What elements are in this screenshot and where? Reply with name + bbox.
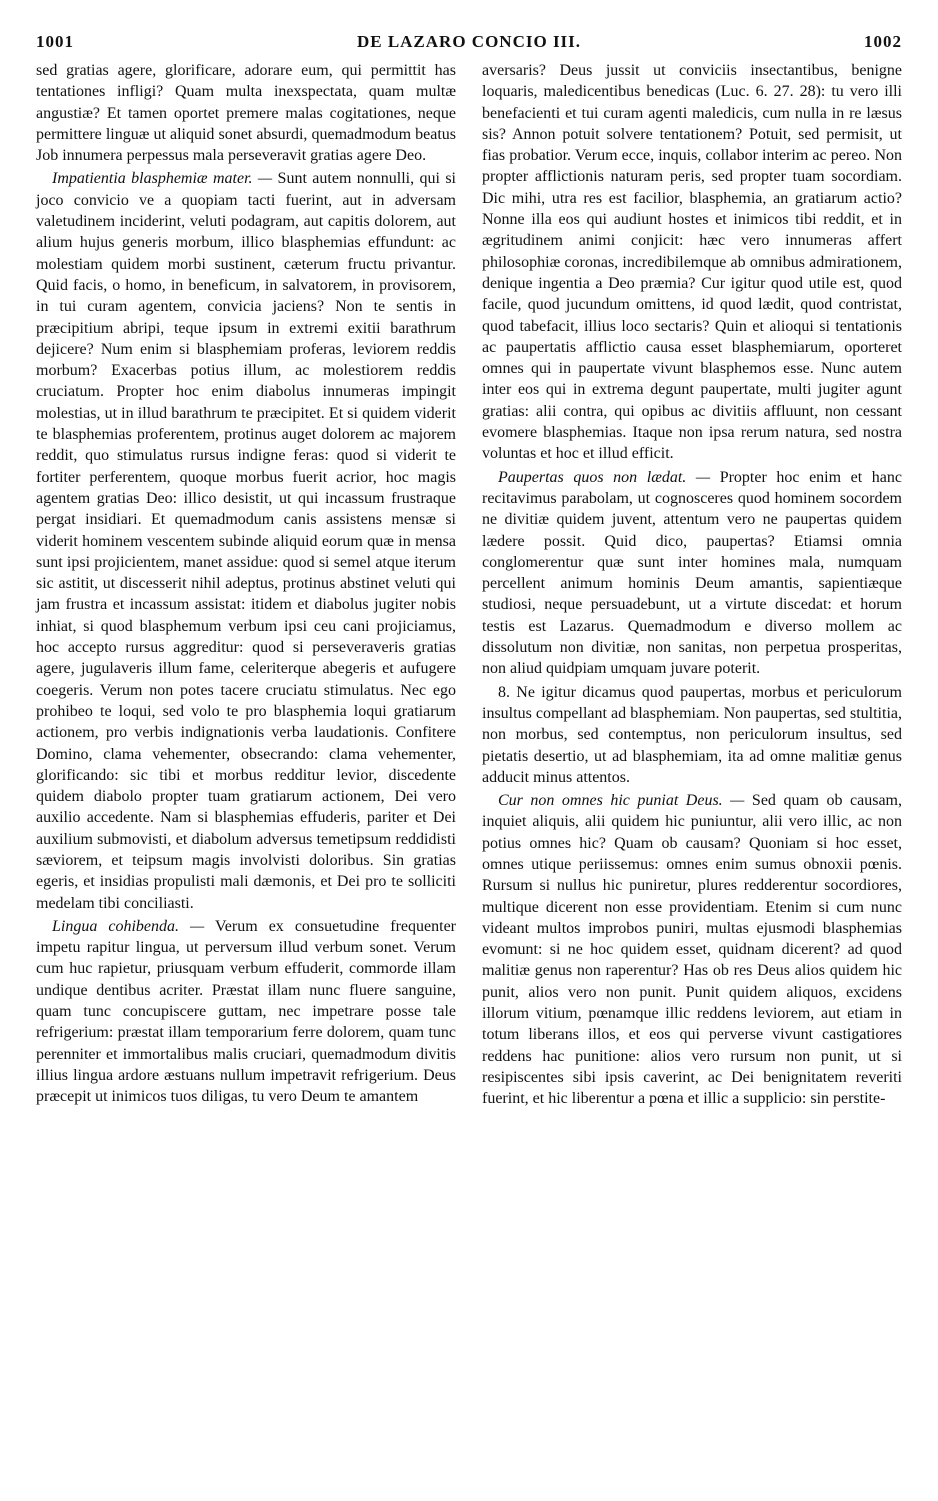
running-title: DE LAZARO CONCIO III. — [356, 32, 582, 51]
paragraph-text: 8. Ne igitur dicamus quod paupertas, morbus et periculorum insultus compellant ad blasphemiam. Non paupertas, sed stultitia, non morbus, sed contemptus, non periculorum insultus, sed pietatis desertio, ut ad blasphemiam, ita ad omne malitiæ genus adducit minus attentos. — [482, 683, 902, 786]
paragraph-text: sed gratias agere, glorificare, adorare eum, qui permittit has tentationes infligi? Quam multa inexspectata, quam multæ angustiæ? Et tamen oportet premere malas cogitationes, neque permittere linguæ ut aliquid sonet absurdi, quemadmodum beatus Job innumera perpessus mala perseveravit gratias agere Deo. — [36, 62, 456, 165]
paragraph — [482, 790, 902, 1109]
right-column — [482, 60, 902, 1110]
paragraph — [482, 60, 902, 465]
paragraph-title: Lingua cohibenda. — — [52, 917, 205, 935]
paragraph-text: Propter hoc enim et hanc recitavimus parabolam, ut cognosceres quod hominem socordem ne divitiæ quidem juvent, attentum vero ne paupertas quidem lædere possit. Quid dico, paupertas? Etiamsi omnia conglomerentur quæ sunt inter homines mala, numquam percellent animum hominis Deum amantis, sapientiæque studiosi, neque persuadebunt, ut a virtute discedat: et horum testis est Lazarus. Quemadmodum e diverso mollem ac dissolutum non divitiæ, non sanitas, non perpetua prosperitas, non aliud quidpiam umquam juvare poterit. — [482, 468, 902, 678]
paragraph-text: aversaris? Deus jussit ut conviciis insectantibus, benigne loquaris, maledicentibus benedicas (Luc. 6. 27. 28): tu vero illi benefacienti et tui curam agenti maledicis, cum nulla in re læsus sis? Annon potuit solvere tentationem? Potuit, sed permisit, ut fias probatior. Verum ecce, inquis, collabor interim ac pereo. Non propter afflictionis naturam peris, sed propter tuam socordiam. Dic mihi, utra res est facilior, blasphemia, an gratiarum actio? Nonne illa eos qui audiunt hostes et inimicos tibi reddit, et in ægritudinem animi conjicit: hæc vero innumeras affert philosophiæ coronas, incredibilemque ab omnibus admirationem, denique ingentia a Deo præmia? Cur igitur quod utile est, quod facile, quod jucundum omittens, id quod lædit, quod contristat, quod tabefacit, illius loco sectaris? Quin et alioqui si tentationis ac paupertatis afflictio causa esset blasphemiarum, oporteret omnes qui in paupertate vivunt blasphemos esse. Nunc autem inter eos qui in extrema degunt paupertate, multi jugiter agunt gratias: alii contra, qui opibus ac divitiis affluunt, non cessant evomere blasphemias. Itaque non ipsa rerum natura, sed nostra voluntas et hoc et illud efficit. — [482, 62, 902, 463]
page-number-left: 1001 — [36, 32, 74, 51]
running-header — [36, 28, 902, 58]
page-number-right: 1002 — [864, 32, 902, 51]
paragraph — [36, 168, 456, 913]
paragraph-title: Paupertas quos non lædat. — — [498, 468, 711, 486]
paragraph — [36, 60, 456, 166]
paragraph — [482, 682, 902, 788]
paragraph-title: Impatientia blasphemiæ mater. — — [52, 170, 273, 188]
paragraph — [482, 467, 902, 680]
paragraph-text: Sed quam ob causam, inquiet aliquis, alii quidem hic puniuntur, alii vero illic, ac non potius omnes hic? Quam ob causam? Quoniam si hoc esset, omnes utique periissemus: omnes enim sumus obnoxii pœnis. Rursum si nullus hic puniretur, plures redderentur socordiores, multique dicerent non esse providentiam. Etenim si cum nunc videant multos improbos puniri, multas ejusmodi blasphemias evomunt: si ne hoc quidem esset, quidnam dicerent? ad quod malitiæ genus non raperentur? Has ob res Deus alios quidem hic punit, alios vero non punit. Punit quidem aliquos, excidens illorum vitium, pœnamque illic reddens leviorem, aut etiam in totum liberans illos, et eos qui perverse vivunt castigatiores reddens hac punitione: alios vero rursum non punit, ut si resipiscentes sibi ipsis caverint, ac Dei benignitatem reveriti fuerint, et hic liberentur a pœna et illic a supplicio: sin perstite- — [482, 792, 903, 1108]
paragraph — [36, 916, 456, 1108]
left-column — [36, 60, 456, 1108]
paragraph-text: Sunt autem nonnulli, qui si joco convicio ve a quopiam tacti fuerint, aut in adversam valetudinem inciderint, veluti podagram, aut capitis dolorem, aut alium hujus generis morbum, illico blasphemias effundunt: ac molestiam quidem morbi sustinent, cæterum fructu privantur. Quid facis, o homo, in beneficum, in salvatorem, in provisorem, in tui curam agentem, convicia jaciens? Non te sentis in præcipitium abripi, teque ipsum in extremi exitii barathrum dejicere? Num enim si blasphemiam proferas, leviorem reddis morbum? Exacerbas potius illum, ac molestiorem reddis cruciatum. Propter hoc enim diabolus innumeras impingit molestias, ut in illud barathrum te præcipitet. Et si quidem viderit te blasphemias proferentem, protinus auget dolorem ac majorem reddit, quo stimulatus rursus indigne feras: quod si viderit te fortiter perferentem, quoque morbus fuerit acrior, hoc magis agentem gratias Deo: illico desistit, ut qui incassum frustraque pergat insidiari. Et quemadmodum canis assistens mensæ si viderit hominem vescentem subinde aliquid eorum quæ in mensa sunt ipsi projicientem, manet assidue: quod si semel atque iterum sic astitit, ut discesserit nihil adeptus, protinus abstinet veluti qui jam frustra et incassum assistat: itidem et diabolus jugiter nobis inhiat, si quod blasphemum verbum ipsi ceu cani projiciamus, hoc accepto rursus aggreditur: quod si perseveraveris gratias agere, jugulaveris illum fame, celeriterque abegeris et aufugere coegeris. Verum non potes tacere cruciatu stimulatus. Nec ego prohibeo te loqui, sed volo te pro blasphemia loqui gratiarum actionem, pro verbis indignationis verba laudationis. Confitere Domino, clama vehementer, obsecrando: clama vehementer, glorificando: sic tibi et morbus redditur levior, discedente quidem diabolo propter tuam gratiarum actionem, Dei vero auxilio accedente. Nam si blasphemias effuderis, pariter et Dei auxilium submovisti, et diabolum adversus temetipsum reddidisti sæviorem, et teipsum magis involvisti doloribus. Sin gratias egeris, et insidias propulisti mali dæmonis, et Dei pro te solliciti medelam tibi conciliasti. — [36, 170, 457, 912]
paragraph-title: Cur non omnes hic puniat Deus. — — [498, 792, 745, 810]
paragraph-text: Verum ex consuetudine frequenter impetu rapitur lingua, ut perversum illud verbum sonet. Verum cum huc rapietur, priusquam verbum effuderit, commorde illam undique dentibus acriter. Præstat illam nunc fluere sanguine, quam tunc concupiscere guttam, nec impetrare posse tale refrigerium: præstat illam temporarium ferre dolorem, quam tunc perenniter et immortalibus malis cruciari, quemadmodum divitis illius lingua ardore æstuans nullum impetravit refrigerium. Deus præcepit ut inimicos tuos diligas, tu vero Deum te amantem — [36, 917, 457, 1106]
